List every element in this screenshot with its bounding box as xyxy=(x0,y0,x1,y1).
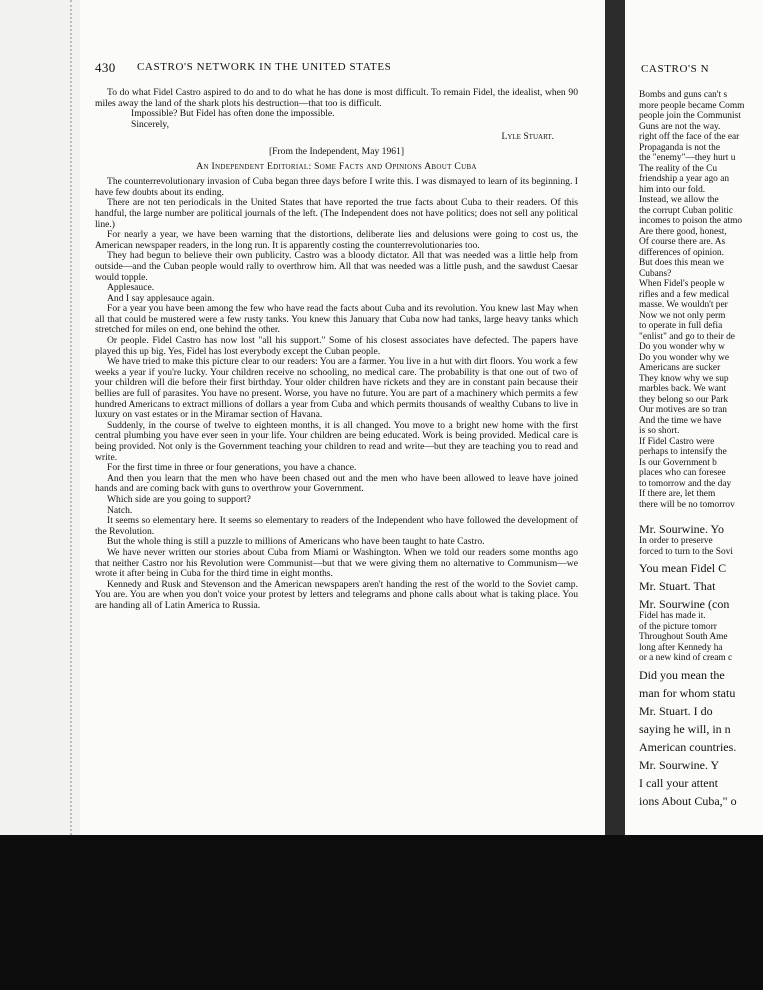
facing-line: Do you wonder why w xyxy=(639,342,725,352)
facing-line: forced to turn to the Sovi xyxy=(639,546,733,557)
page-gutter xyxy=(605,0,625,835)
facing-line: You mean Fidel C xyxy=(639,561,727,575)
facing-line: Cubans? xyxy=(639,268,672,279)
facing-line: of the picture tomorr xyxy=(639,621,717,632)
facing-line: Fidel has made it. xyxy=(639,611,706,621)
paragraph: Applesauce. xyxy=(107,282,155,294)
facing-line: The reality of the Cu xyxy=(639,163,718,174)
facing-line: man for whom statu xyxy=(639,685,736,700)
facing-line: the "enemy"—they hurt u xyxy=(639,153,736,163)
paragraph: For nearly a year, we have been warning that the distortions, deliberate lies and delusions were going to cost us, the American newspaper readers, in the long run. It is apparently costing the counterrevolutionaries too. xyxy=(95,229,578,251)
facing-line: masse. We wouldn't per xyxy=(639,300,728,310)
paragraph: But the whole thing is still a puzzle to millions of Americans who have been taught to hate Castro. xyxy=(107,536,485,548)
scan-background xyxy=(0,835,763,990)
source-note: [From the Independent, May 1961] xyxy=(268,145,405,157)
facing-line: they belong so our Park xyxy=(639,394,729,405)
closing-line: Impossible? But Fidel has often done the impossible. xyxy=(131,108,335,120)
paragraph: For the first time in three or four generations, you have a chance. xyxy=(107,462,357,474)
facing-line: Do you wonder why we xyxy=(639,352,730,363)
paragraph: Natch. xyxy=(107,504,133,516)
facing-line: Mr. Sourwine. Y xyxy=(639,757,720,772)
paragraph: The counterrevolutionary invasion of Cuba began three days before I write this. I was dismayed to learn of its beginning. I have few doubts about its ending. xyxy=(95,176,578,198)
facing-line: Mr. Sourwine (con xyxy=(639,597,730,611)
paragraph: They had begun to believe their own publicity. Castro was a bloody dictator. All that was needed was a little help from outside—and the Cuban people would rally to overthrow him. All that was needed was a little push, and the sawdust Caesar would topple. xyxy=(95,250,578,283)
facing-line: Did you mean the xyxy=(639,667,725,682)
facing-line: more people became Comm xyxy=(639,100,745,111)
paragraph: Or people. Fidel Castro has now lost "all his support." Some of his closest associates have defected. The papers have played this up big. Yes, Fidel has lost everybody except the Cuban people. xyxy=(95,335,578,357)
signature: Lyle Stuart. xyxy=(501,131,554,143)
facing-line: Of course there are. As xyxy=(639,237,726,247)
facing-running-title: CASTRO'S N xyxy=(641,63,710,75)
facing-line: or a new kind of cream c xyxy=(639,653,733,663)
facing-line: In order to preserve xyxy=(639,536,713,546)
facing-line: is so short. xyxy=(639,426,680,436)
facing-line: right off the face of the ear xyxy=(639,132,740,142)
running-title: CASTRO'S NETWORK IN THE UNITED STATES xyxy=(137,61,392,73)
facing-line: Mr. Stuart. I do xyxy=(639,703,713,718)
facing-line: perhaps to intensify the xyxy=(639,447,727,457)
facing-line: Americans are sucker xyxy=(639,363,721,373)
facing-line: Instead, we allow the xyxy=(639,195,719,205)
facing-line: to operate in full defia xyxy=(639,321,723,331)
paragraph: And I say applesauce again. xyxy=(107,292,215,304)
facing-line: Throughout South Ame xyxy=(639,632,728,642)
paragraph: There are not ten periodicals in the United States that have reported the true facts about Cuba to their readers. Of this handful, the large number are political journals of the left. (The Independent does not have politics; does not sell any political line.) xyxy=(95,197,578,230)
facing-line: the corrupt Cuban politic xyxy=(639,205,733,216)
facing-line: Is our Government b xyxy=(639,457,717,468)
facing-line: rifles and a few medical xyxy=(639,289,730,300)
paragraph: Kennedy and Rusk and Stevenson and the American newspapers aren't handing the rest of the world to the Soviet camp. You are. You are when you don't voice your protest by letters and telegrams and phone calls about what is taking place. You are handing all of Latin America to Russia. xyxy=(95,578,578,611)
facing-line: They know why we sup xyxy=(639,373,729,384)
page-body xyxy=(95,88,578,612)
facing-line: differences of opinion. xyxy=(639,247,724,258)
facing-line: places who can foresee xyxy=(639,468,726,478)
facing-line: people join the Communist xyxy=(639,111,741,121)
paragraph: And then you learn that the men who have been chased out and the men who have been allowed to leave have joined hands and are coming back with guns to overthrow your Government. xyxy=(95,472,578,495)
paragraph: Suddenly, in the course of twelve to eighteen months, it is all changed. You move to a bright new home with the first central plumbing you have ever seen in your life. Your children are being educated. Work is being provided. Medical care is being provided. Not only is the Government teaching your children to read and write—but they are teaching you to read and write. xyxy=(95,419,578,463)
facing-line: marbles back. We want xyxy=(639,384,727,394)
paragraph: Which side are you going to support? xyxy=(107,493,251,505)
facing-line: ions About Cuba," o xyxy=(639,793,737,808)
facing-line: If there are, let them xyxy=(639,489,716,499)
facing-line: him into our fold. xyxy=(639,184,706,195)
binding-edge xyxy=(70,0,76,835)
facing-line: But does this mean we xyxy=(639,258,724,268)
facing-line: Mr. Stuart. That xyxy=(639,579,716,593)
paragraph: To do what Fidel Castro aspired to do and to do what he has done is most difficult. To remain Fidel, the idealist, when 90 miles away the land of the shark plots his destruction—that too is difficult. xyxy=(95,87,578,109)
facing-line: to tomorrow and the day xyxy=(639,478,732,489)
facing-line: saying he will, in n xyxy=(639,721,731,736)
facing-page xyxy=(625,0,763,835)
facing-line: American countries. xyxy=(639,739,737,754)
facing-line: Mr. Sourwine. Yo xyxy=(639,522,725,536)
facing-line: Guns are not the way. xyxy=(639,121,721,132)
article-heading: An Independent Editorial: Some Facts and Opinions About Cuba xyxy=(196,160,477,172)
facing-line: Bombs and guns can't s xyxy=(639,90,728,100)
facing-line: incomes to poison the atmo xyxy=(639,216,743,226)
facing-line: Propaganda is not the xyxy=(639,142,720,153)
paragraph: For a year you have been among the few who have read the facts about Cuba and its revolution. You knew last May when all that could be mustered were a few rusty tanks. You knew this January that Cuba now had tanks, large heavy tanks which stretched for miles on end, one behind the other. xyxy=(95,303,578,336)
facing-line: Are there good, honest, xyxy=(639,226,727,237)
facing-line: And the time we have xyxy=(639,415,722,426)
facing-line: I call your attent xyxy=(639,775,718,790)
facing-line: there will be no tomorrov xyxy=(639,499,735,510)
facing-line: friendship a year ago an xyxy=(639,174,730,184)
left-page-margin xyxy=(0,0,80,835)
closing-line: Sincerely, xyxy=(131,118,170,130)
paragraph: We have never written our stories about Cuba from Miami or Washington. When we told our readers some months ago that neither Castro nor his Revolution were Communist—but that we were giving them no alternative to Communism—we wrote it after being in Cuba for the third time in eight months. xyxy=(95,546,578,580)
facing-line: When Fidel's people w xyxy=(639,279,725,289)
facing-line: If Fidel Castro were xyxy=(639,436,715,447)
facing-line: Now we not only perm xyxy=(639,310,726,321)
paragraph: We have tried to make this picture clear to our readers: You are a farmer. You live in a hut with dirt floors. You work a few weeks a year if you're lucky. Your children receive no schooling, no medical care. The probability is that one out of two of your children will die before their first birthday. Your older children have rickets and they are in constant pain because their bellies are full of parasites. You have no present. Worse, you have no future. You are part of a machinery which permits a few hundred Americans to extract millions of dollars a year from Cuba and which permits thousands of wealthy Cubans to live in luxury on vast estates or in the Miramar section of Havana. xyxy=(95,356,578,421)
facing-line: Our motives are so tran xyxy=(639,405,727,415)
facing-page-body xyxy=(639,90,763,808)
paragraph: It seems so elementary here. It seems so elementary to readers of the Independent who have followed the development of the Revolution. xyxy=(95,515,578,537)
page-number: 430 xyxy=(95,60,116,75)
facing-line: "enlist" and go to their de xyxy=(639,331,735,342)
facing-line: long after Kennedy ha xyxy=(639,642,723,653)
